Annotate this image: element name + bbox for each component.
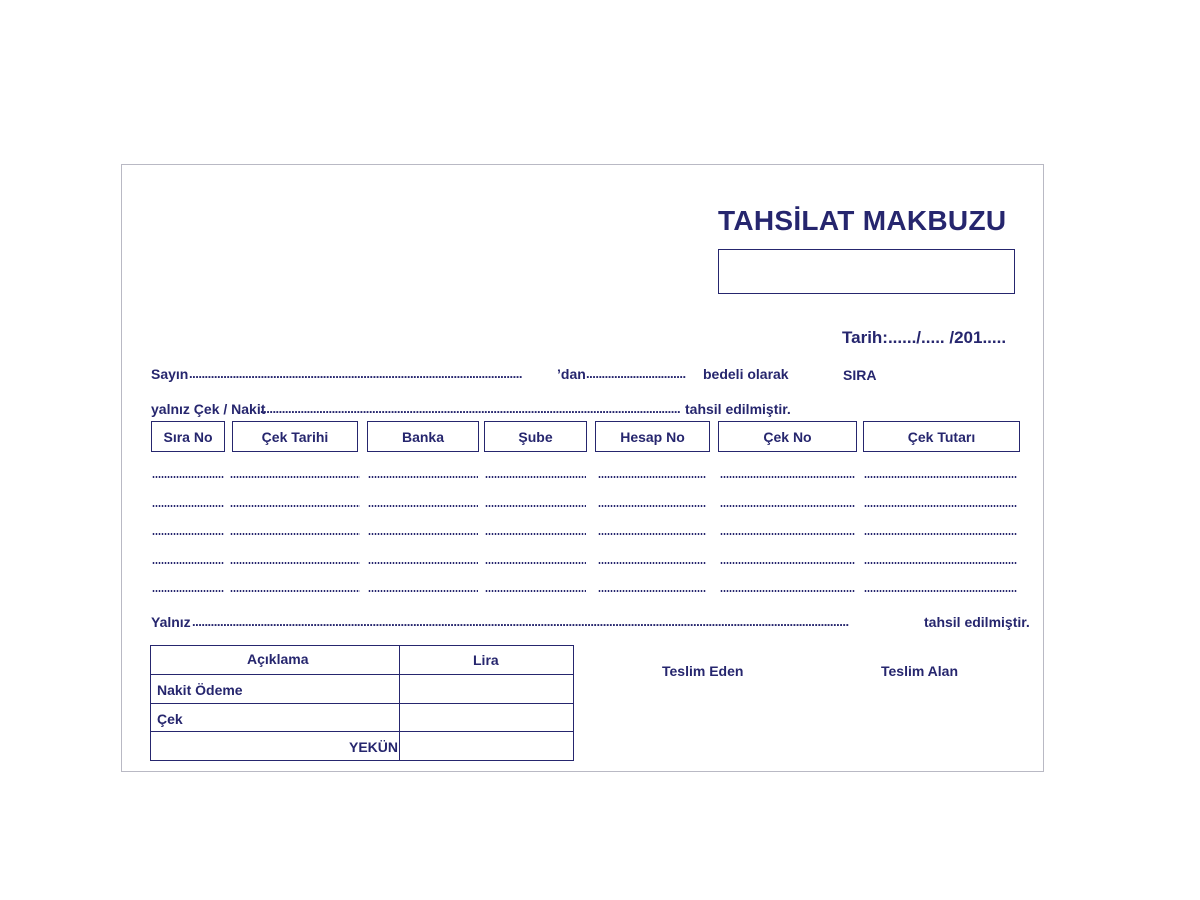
yalniz-label: Yalnız xyxy=(151,614,191,630)
entry-dots-row4-col2[interactable] xyxy=(230,562,360,564)
entry-dots-row1-col3[interactable] xyxy=(368,476,478,478)
header-cek-no: Çek No xyxy=(718,421,857,452)
dan-label: ’dan xyxy=(557,366,586,382)
yalniz-cek-nakit-dots[interactable]: ....................................................................................................................................... xyxy=(260,401,681,416)
entry-dots-row2-col2[interactable] xyxy=(230,505,360,507)
entry-dots-row1-col1[interactable] xyxy=(152,476,224,478)
total-tahsil-edilmistir-label: tahsil edilmiştir. xyxy=(924,614,1030,630)
header-cek-tarihi: Çek Tarihi xyxy=(232,421,358,452)
entry-dots-row4-col5[interactable] xyxy=(598,562,706,564)
sayin-label: Sayın xyxy=(151,366,189,382)
entry-dots-row5-col4[interactable] xyxy=(485,590,586,592)
entry-dots-row5-col7[interactable] xyxy=(864,590,1017,592)
receipt-title: TAHSİLAT MAKBUZU xyxy=(718,205,1007,236)
cek-amount-field[interactable] xyxy=(400,704,572,730)
receipt-number-box[interactable] xyxy=(718,249,1015,294)
summary-header-aciklama: Açıklama xyxy=(247,651,309,667)
entry-dots-row5-col6[interactable] xyxy=(720,590,855,592)
tahsil-edilmistir-label: tahsil edilmiştir. xyxy=(685,401,791,417)
entry-dots-row1-col6[interactable] xyxy=(720,476,855,478)
yalniz-cek-nakit-label: yalnız Çek / Nakit xyxy=(151,401,266,417)
sira-label: SIRA xyxy=(843,367,877,383)
entry-dots-row3-col3[interactable] xyxy=(368,533,478,535)
entry-dots-row5-col2[interactable] xyxy=(230,590,360,592)
entry-dots-row3-col1[interactable] xyxy=(152,533,224,535)
header-banka: Banka xyxy=(367,421,479,452)
amount-dots[interactable]: ................................ xyxy=(586,366,686,381)
entry-dots-row2-col7[interactable] xyxy=(864,505,1017,507)
entry-dots-row3-col5[interactable] xyxy=(598,533,706,535)
entry-dots-row1-col4[interactable] xyxy=(485,476,586,478)
header-hesap-no: Hesap No xyxy=(595,421,710,452)
entry-dots-row4-col4[interactable] xyxy=(485,562,586,564)
entry-dots-row1-col5[interactable] xyxy=(598,476,706,478)
teslim-eden-label: Teslim Eden xyxy=(662,663,744,679)
entry-dots-row1-col7[interactable] xyxy=(864,476,1017,478)
entry-dots-row1-col2[interactable] xyxy=(230,476,360,478)
entry-dots-row3-col2[interactable] xyxy=(230,533,360,535)
summary-row-yekun: YEKÜN xyxy=(349,739,399,755)
header-sira-no: Sıra No xyxy=(151,421,225,452)
summary-table xyxy=(150,645,574,761)
date-field[interactable]: Tarih:....../..... /201..... xyxy=(842,328,1007,347)
entry-dots-row2-col4[interactable] xyxy=(485,505,586,507)
header-cek-tutari: Çek Tutarı xyxy=(863,421,1020,452)
entry-dots-row5-col5[interactable] xyxy=(598,590,706,592)
entry-dots-row4-col1[interactable] xyxy=(152,562,224,564)
receipt-sheet xyxy=(121,164,1044,772)
entry-dots-row2-col1[interactable] xyxy=(152,505,224,507)
summary-header-lira: Lira xyxy=(473,652,499,668)
header-sube: Şube xyxy=(484,421,587,452)
teslim-alan-label: Teslim Alan xyxy=(881,663,959,679)
yekun-amount-field[interactable] xyxy=(400,732,572,759)
entry-dots-row3-col4[interactable] xyxy=(485,533,586,535)
entry-dots-row3-col6[interactable] xyxy=(720,533,855,535)
entry-dots-row2-col3[interactable] xyxy=(368,505,478,507)
entry-dots-row2-col6[interactable] xyxy=(720,505,855,507)
nakit-odeme-amount-field[interactable] xyxy=(400,675,572,702)
entry-dots-row2-col5[interactable] xyxy=(598,505,706,507)
entry-dots-row4-col7[interactable] xyxy=(864,562,1017,564)
entry-dots-row4-col6[interactable] xyxy=(720,562,855,564)
total-dots[interactable]: ................................................................................................................................................................................................................... xyxy=(192,614,849,629)
bedeli-olarak-label: bedeli olarak xyxy=(703,366,789,382)
sayin-dots[interactable]: ........................................................................................................... xyxy=(189,366,522,381)
entry-dots-row4-col3[interactable] xyxy=(368,562,478,564)
summary-row-cek: Çek xyxy=(157,711,183,727)
entry-dots-row5-col3[interactable] xyxy=(368,590,478,592)
entry-dots-row3-col7[interactable] xyxy=(864,533,1017,535)
summary-row-nakit-odeme: Nakit Ödeme xyxy=(157,682,243,698)
entry-dots-row5-col1[interactable] xyxy=(152,590,224,592)
